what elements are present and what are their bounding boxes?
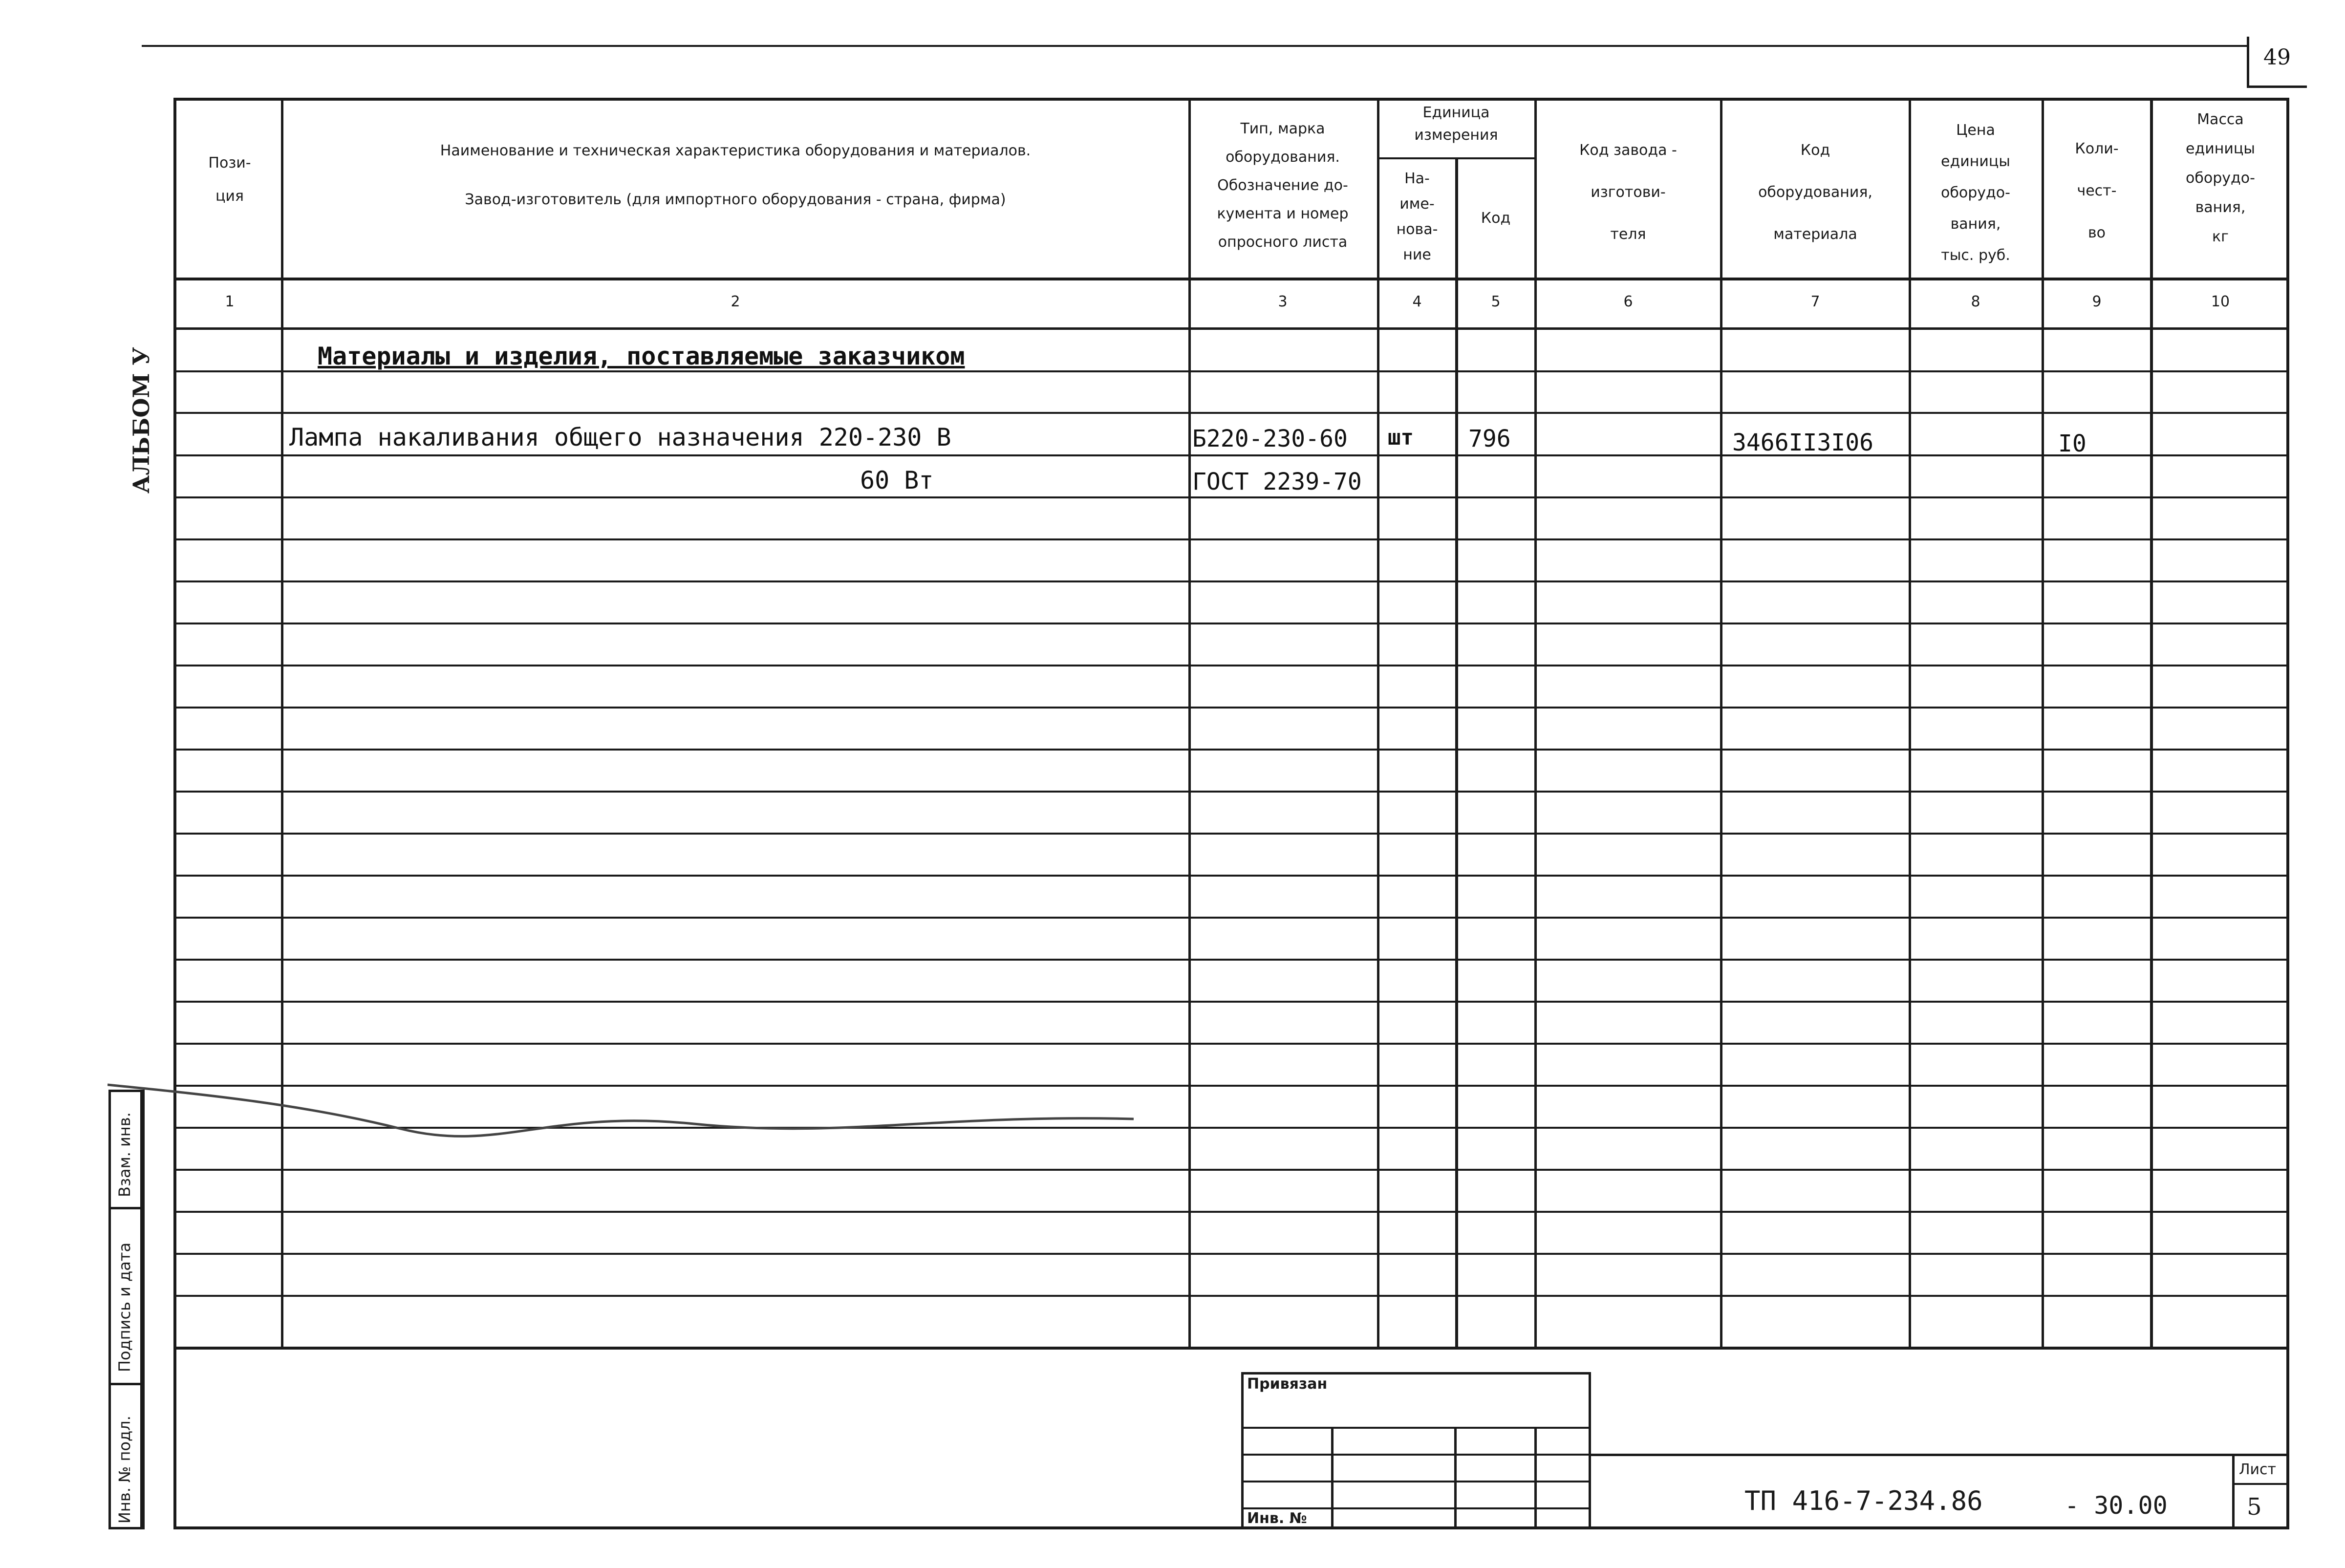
header-price: Цена единицы оборудо- вания, тыс. руб. <box>1941 122 2010 264</box>
col-divider-9 <box>2150 98 2153 1349</box>
inv-no-label: Инв. № <box>1247 1510 1307 1527</box>
album-label: АЛЬБОМ У <box>128 347 154 494</box>
header-quantity: Коли- чест- во <box>2075 140 2119 241</box>
top-rule <box>142 45 2248 47</box>
header-unit-code: Код <box>1481 210 1511 227</box>
header-position: Пози- ция <box>208 154 251 205</box>
sheet-label: Лист <box>2239 1461 2277 1478</box>
sheet-number: 5 <box>2247 1493 2262 1521</box>
colnum-8: 8 <box>1971 293 1980 310</box>
colnum-bottom-line <box>173 327 2289 330</box>
col-divider-6 <box>1720 98 1722 1349</box>
header-name-line1: Наименование и техническая характеристика оборудования и материалов. <box>440 142 1031 159</box>
header-name-line2: Завод-изготовитель (для импортного оборудования - страна, фирма) <box>465 191 1006 208</box>
row1-material-code: 3466II3I06 <box>1732 429 1873 456</box>
side-inv-podl: Инв. № подл. <box>115 1416 134 1524</box>
col-divider-2 <box>1188 98 1191 1349</box>
colnum-3: 3 <box>1278 293 1288 310</box>
scan-crease-line <box>108 1075 1183 1143</box>
colnum-6: 6 <box>1623 293 1633 310</box>
header-material-code: Код оборудования, материала <box>1758 142 1872 243</box>
row2-type: ГОСТ 2239-70 <box>1192 468 1362 495</box>
row1-unit: шт <box>1388 425 1414 450</box>
col-divider-3 <box>1377 98 1379 1349</box>
doc-code: ТП 416-7-234.86 <box>1744 1485 1983 1516</box>
title-block-top-line <box>1591 1454 2289 1456</box>
col-divider-8 <box>2042 98 2044 1349</box>
header-type: Тип, марка оборудования. Обозначение до- кумента и номер опросного листа <box>1217 120 1349 251</box>
side-vzam-inv: Взам. инв. <box>115 1112 134 1197</box>
drawing-frame <box>173 98 2289 1529</box>
header-bottom-line <box>173 278 2289 280</box>
colnum-4: 4 <box>1412 293 1422 310</box>
col-divider-7 <box>1909 98 1911 1349</box>
row1-unit-code: 796 <box>1468 425 1511 452</box>
col-divider-5 <box>1534 98 1537 1349</box>
sheet-box-divider <box>2232 1483 2289 1485</box>
row2-name: 60 Вт <box>860 466 934 494</box>
col-divider-1 <box>281 98 283 1349</box>
colnum-1: 1 <box>225 293 235 310</box>
header-unit: Единица измерения <box>1414 104 1498 144</box>
section-title: Материалы и изделия, поставляемые заказчиком <box>318 342 965 370</box>
header-unit-name: На- име- нова- ние <box>1396 170 1438 263</box>
header-factory-code: Код завода - изготови- теля <box>1579 142 1677 243</box>
doc-suffix: - 30.00 <box>2065 1491 2168 1520</box>
row1-type: Б220-230-60 <box>1192 425 1348 452</box>
colnum-10: 10 <box>2211 293 2230 310</box>
page-number: 49 <box>2263 45 2291 70</box>
privyazan-label: Привязан <box>1247 1375 1328 1393</box>
row1-quantity: I0 <box>2058 430 2087 457</box>
colnum-5: 5 <box>1491 293 1501 310</box>
colnum-2: 2 <box>731 293 740 310</box>
side-signature-date: Подпись и дата <box>115 1242 134 1372</box>
header-mass: Масса единицы оборудо- вания, кг <box>2186 111 2255 245</box>
row1-name: Лампа накаливания общего назначения 220-230 В <box>289 423 951 451</box>
colnum-7: 7 <box>1810 293 1820 310</box>
colnum-9: 9 <box>2092 293 2102 310</box>
